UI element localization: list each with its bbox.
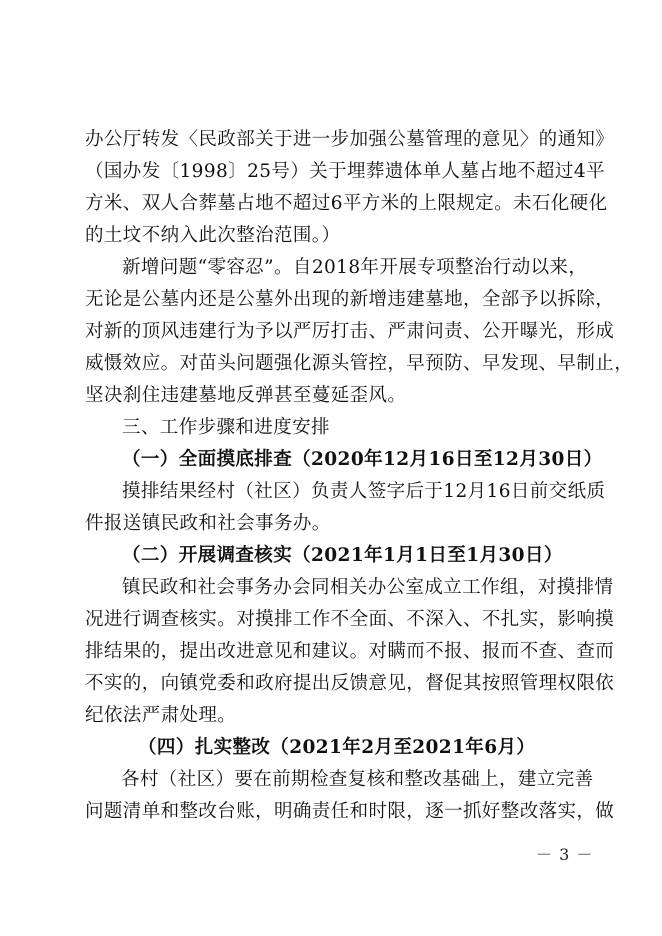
body-line: 威慑效应。对苗头问题强化源头管控，早预防、早发现、早制止，: [85, 353, 634, 374]
body-line: 纪依法严肃处理。: [85, 705, 237, 726]
body-line: （国办发〔1998〕25号）关于埋葬遗体单人墓占地不超过4平: [85, 161, 605, 182]
body-line: 方米、双人合葬墓占地不超过6平方米的上限规定。未石化硬化: [85, 193, 608, 214]
subsection-heading: （四）扎实整改（2021年2月至2021年6月）: [138, 737, 536, 758]
subsection-heading: （二）开展调查核实（2021年1月1日至1月30日）: [122, 545, 563, 566]
body-line: 的土坟不纳入此次整治范围。）: [85, 225, 341, 246]
body-line: 不实的，向镇党委和政府提出反馈意见，督促其按照管理权限依: [85, 673, 615, 694]
paragraph-first-line: 摸排结果经村（社区）负责人签字后于12月16日前交纸质: [122, 481, 606, 502]
body-line: 办公厅转发〈民政部关于进一步加强公墓管理的意见〉的通知》: [85, 129, 615, 150]
section-heading: 三、工作步骤和进度安排: [122, 417, 330, 438]
body-line: 况进行调查核实。对摸排工作不全面、不深入、不扎实，影响摸: [85, 609, 615, 630]
body-line: 无论是公墓内还是公墓外出现的新增违建墓地，全部予以拆除，: [85, 289, 615, 310]
paragraph-first-line: 新增问题“零容忍”。自2018年开展专项整治行动以来，: [122, 257, 588, 278]
paragraph-first-line: 镇民政和社会事务办会同相关办公室成立工作组，对摸排情: [122, 577, 614, 598]
body-line: 问题清单和整改台账，明确责任和时限，逐一抓好整改落实，做: [85, 801, 615, 822]
page-number: － 3 －: [536, 845, 594, 864]
body-line: 对新的顶风违建行为予以严厉打击、严肃问责、公开曝光，形成: [85, 321, 615, 342]
paragraph-first-line: 各村（社区）要在前期检查复核和整改基础上，建立完善: [121, 769, 594, 790]
body-line: 坚决刹住违建墓地反弹甚至蔓延歪风。: [85, 385, 407, 406]
body-line: 排结果的，提出改进意见和建议。对瞒而不报、报而不查、查而: [85, 641, 615, 662]
body-line: 件报送镇民政和社会事务办。: [85, 513, 331, 534]
subsection-heading: （一）全面摸底排查（2020年12月16日至12月30日）: [122, 449, 603, 470]
document-body: [85, 124, 634, 828]
